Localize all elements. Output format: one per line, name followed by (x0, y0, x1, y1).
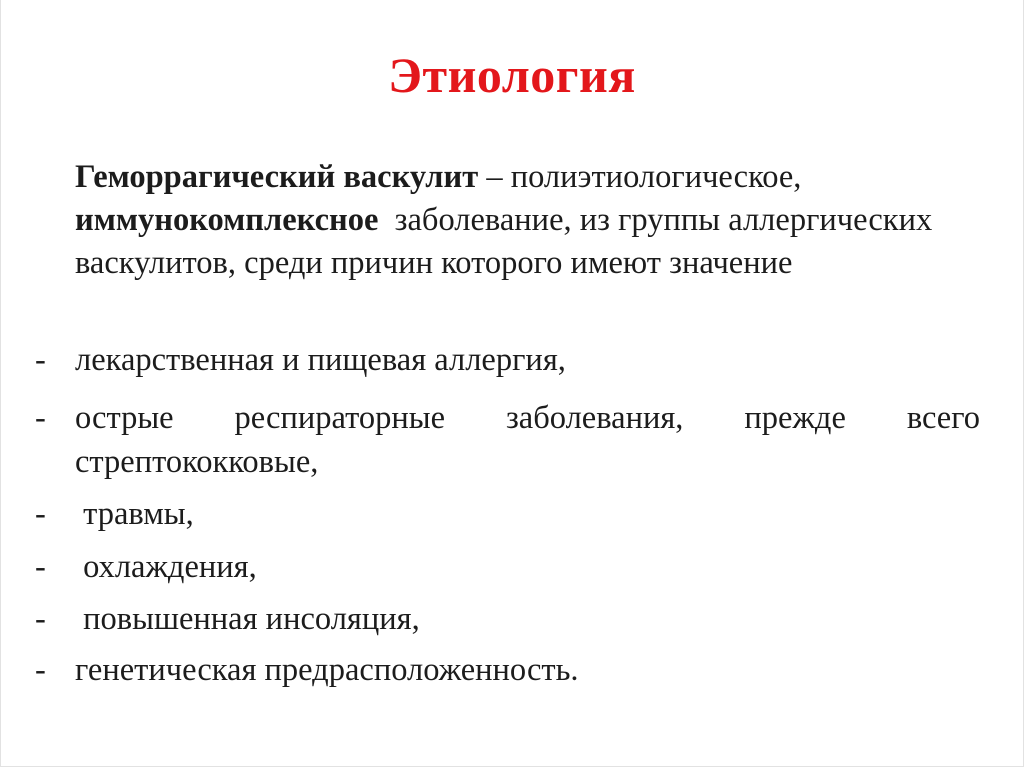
list-item-text: травмы, (75, 496, 194, 532)
bullet-dash: - (35, 549, 46, 585)
list-item-text: лекарственная и пищевая аллергия, (75, 342, 566, 378)
bullet-dash: - (35, 342, 46, 378)
bullet-dash: - (35, 400, 46, 436)
bullet-dash: - (35, 496, 46, 532)
term-bold: Геморрагический васкулит (75, 159, 479, 195)
bullet-dash: - (35, 601, 46, 637)
intro-paragraph (75, 156, 980, 285)
immune-bold: иммунокомплексное (75, 202, 379, 238)
bullet-dash: - (35, 652, 46, 688)
list-item-text: острые респираторные заболевания, прежде всего стрептококковые, (75, 400, 980, 480)
list-item-text: охлаждения, (75, 549, 257, 585)
list-item-text: повышенная инсоляция, (75, 601, 420, 637)
slide-title: Этиология (388, 47, 636, 103)
intro-rest: заболевание, из группы аллергических васкулитов, среди причин которого имеют значение (75, 202, 941, 281)
list-item-text: генетическая предрасположенность. (75, 652, 579, 688)
term-definition: – полиэтиологическое, (478, 159, 802, 195)
